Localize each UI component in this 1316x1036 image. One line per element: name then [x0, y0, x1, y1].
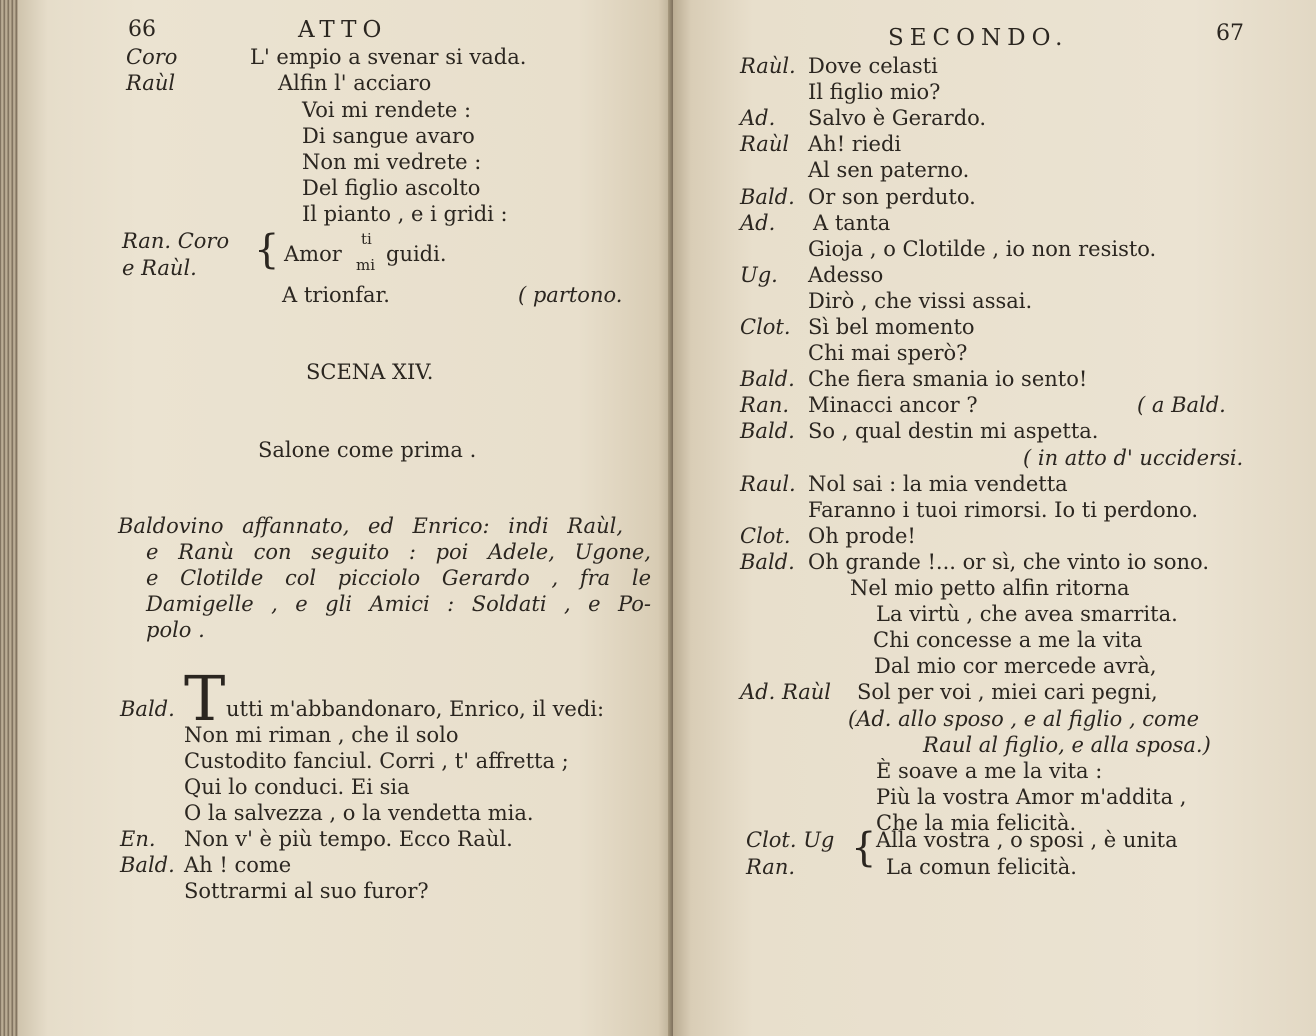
speaker-label: Bald. — [120, 697, 175, 721]
brace-mark: { — [851, 825, 877, 871]
verse-text: Il figlio mio? — [808, 80, 941, 104]
speaker-label: Ad. — [740, 211, 776, 235]
verse-text: Ah! riedi — [808, 132, 902, 156]
verse-text: Nol sai : la mia vendetta — [808, 472, 1068, 496]
verse-text: Dirò , che vissi assai. — [808, 289, 1033, 313]
speaker-label: Ran. — [740, 393, 790, 417]
speaker-label: Raùl — [126, 71, 176, 95]
verse-text: Oh grande !... or sì, che vinto io sono. — [808, 550, 1210, 574]
running-header: SECONDO. — [888, 25, 1069, 51]
page-number: 66 — [128, 17, 156, 42]
speaker-label: Raùl. — [740, 54, 796, 78]
speaker-label: Clot. Ug — [746, 828, 835, 852]
verse-text: Dove celasti — [808, 54, 938, 78]
speaker-label: e Raùl. — [122, 256, 197, 280]
verse-text: Che la mia felicità. — [876, 811, 1077, 835]
speaker-label: Bald. — [740, 185, 795, 209]
stage-direction: e Ranù con seguito : poi Adele, Ugone, — [146, 540, 651, 564]
verse-text: Salvo è Gerardo. — [808, 106, 987, 130]
running-header: ATTO — [298, 17, 388, 43]
verse-text: L' empio a svenar si vada. — [250, 45, 527, 69]
stage-direction: Damigelle , e gli Amici : Soldati , e Po- — [146, 592, 651, 616]
verse-text: O la salvezza , o la vendetta mia. — [184, 801, 534, 825]
verse-text: Di sangue avaro — [302, 124, 475, 148]
verse-text: Chi concesse a me la vita — [873, 628, 1143, 652]
verse-text: Che fiera smania io sento! — [808, 367, 1088, 391]
verse-text: Alla vostra , o sposi , è unita — [876, 828, 1178, 852]
speaker-label: Raul. — [740, 472, 796, 496]
speaker-label: Clot. — [740, 524, 791, 548]
stage-direction: Baldovino affannato, ed Enrico: indi Raùl, — [118, 514, 623, 538]
verse-text: È soave a me la vita : — [876, 759, 1103, 783]
verse-text: Gioja , o Clotilde , io non resisto. — [808, 237, 1157, 261]
stage-direction: e Clotilde col picciolo Gerardo , fra le — [146, 566, 651, 590]
speaker-label: Ad. — [740, 106, 776, 130]
stage-direction: (Ad. allo sposo , e al figlio , come — [848, 707, 1200, 731]
speaker-label: En. — [120, 827, 156, 851]
stage-direction: ( a Bald. — [1137, 393, 1226, 417]
speaker-label: Clot. — [740, 315, 791, 339]
verse-text: Or son perduto. — [808, 185, 976, 209]
verse-text: Dal mio cor mercede avrà, — [874, 654, 1157, 678]
verse-text: Minacci ancor ? — [808, 393, 978, 417]
stage-direction: ( partono. — [518, 283, 623, 307]
speaker-label: Ad. Raùl — [740, 680, 832, 704]
verse-text: Nel mio petto alfin ritorna — [850, 576, 1130, 600]
verse-text: Sì bel momento — [808, 315, 975, 339]
stage-direction: ( in atto d' uccidersi. — [1023, 446, 1244, 470]
verse-text: Custodito fanciul. Corri , t' affretta ; — [184, 749, 569, 773]
speaker-label: Bald. — [120, 853, 175, 877]
verse-text: Non v' è più tempo. Ecco Raùl. — [184, 827, 513, 851]
verse-text: Adesso — [808, 263, 884, 287]
verse-text: A trionfar. — [282, 283, 390, 307]
speaker-label: Bald. — [740, 419, 795, 443]
speaker-label: Ran. Coro — [122, 229, 230, 253]
verse-text: A tanta — [813, 211, 891, 235]
left-page — [18, 0, 673, 1036]
verse-text: utti m'abbandonaro, Enrico, il vedi: — [226, 697, 605, 721]
verse-text: Non mi vedrete : — [302, 150, 482, 174]
verse-text: ti — [361, 230, 372, 248]
verse-text: Faranno i tuoi rimorsi. Io ti perdono. — [808, 498, 1199, 522]
speaker-label: Bald. — [740, 550, 795, 574]
verse-text: Chi mai sperò? — [808, 341, 968, 365]
verse-text: Sottrarmi al suo furor? — [184, 879, 429, 903]
drop-cap: T — [184, 662, 226, 735]
brace-mark: { — [254, 227, 280, 273]
verse-text: Amor — [284, 242, 342, 266]
verse-text: Al sen paterno. — [808, 158, 970, 182]
verse-text: Più la vostra Amor m'addita , — [876, 785, 1187, 809]
speaker-label: Raùl — [740, 132, 790, 156]
verse-text: Il pianto , e i gridi : — [302, 202, 508, 226]
stage-direction: polo . — [146, 618, 205, 642]
scene-title: SCENA XIV. — [306, 360, 434, 384]
verse-text: Qui lo conduci. Ei sia — [184, 775, 410, 799]
verse-text: La comun felicità. — [886, 855, 1077, 879]
verse-text: guidi. — [386, 242, 447, 266]
verse-text: Voi mi rendete : — [302, 98, 472, 122]
verse-text: Sol per voi , miei cari pegni, — [857, 680, 1158, 704]
right-page — [673, 0, 1316, 1036]
verse-text: mi — [356, 256, 376, 274]
page-number: 67 — [1216, 21, 1244, 46]
speaker-label: Ran. — [746, 855, 796, 879]
verse-text: Del figlio ascolto — [302, 176, 481, 200]
verse-text: Non mi riman , che il solo — [184, 723, 459, 747]
verse-text: La virtù , che avea smarrita. — [876, 602, 1178, 626]
verse-text: Alfin l' acciaro — [278, 71, 432, 95]
speaker-label: Coro — [126, 45, 178, 69]
verse-text: Ah ! come — [184, 853, 292, 877]
scene-setting: Salone come prima . — [258, 438, 477, 462]
verse-text: Oh prode! — [808, 524, 916, 548]
verse-text: So , qual destin mi aspetta. — [808, 419, 1099, 443]
speaker-label: Bald. — [740, 367, 795, 391]
stage-direction: Raul al figlio, e alla sposa.) — [923, 733, 1211, 757]
speaker-label: Ug. — [740, 263, 778, 287]
